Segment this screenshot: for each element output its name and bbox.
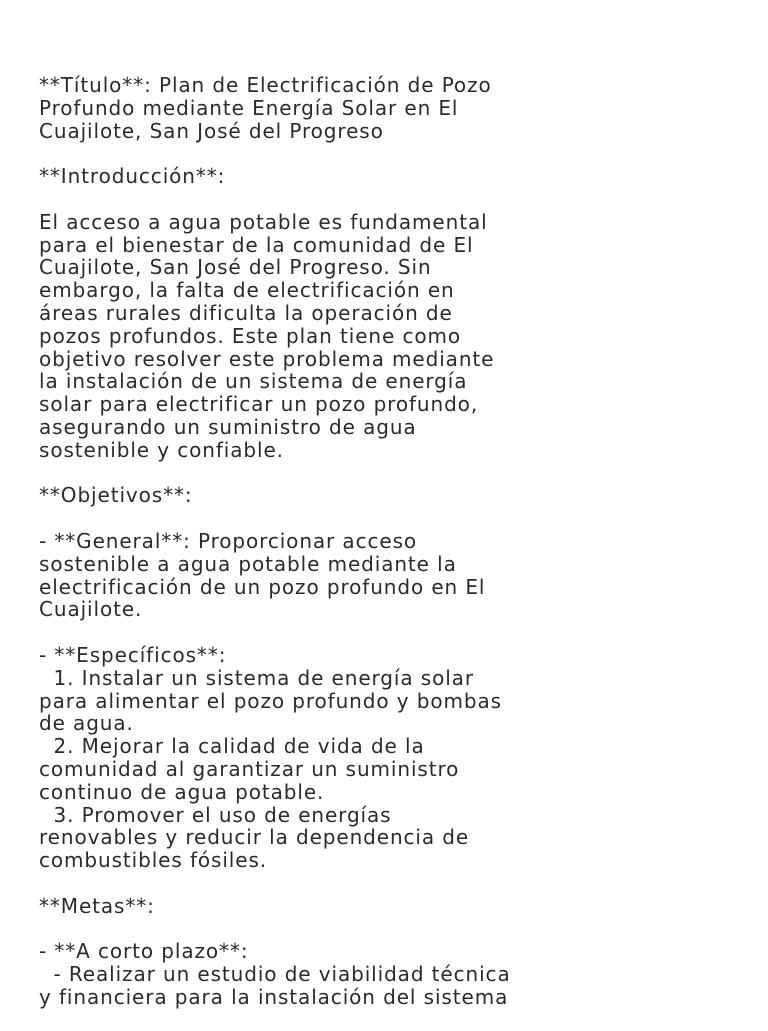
- title-paragraph: [39, 74, 739, 142]
- text-line: - **General**: Proporcionar acceso: [39, 528, 418, 553]
- text-line: **Objetivos**:: [39, 483, 193, 508]
- text-line: comunidad al garantizar un suministro: [39, 756, 460, 781]
- text-line: Cuajilote.: [39, 597, 143, 622]
- text-line: continuo de agua potable.: [39, 779, 325, 804]
- text-line: Profundo mediante Energía Solar en El: [39, 95, 459, 120]
- text-line: objetivo resolver este problema mediante: [39, 346, 495, 371]
- text-line: la instalación de un sistema de energía: [39, 369, 468, 394]
- text-line: para alimentar el pozo profundo y bombas: [39, 688, 502, 713]
- text-line: - Realizar un estudio de viabilidad técnica: [39, 962, 511, 987]
- text-line: - **A corto plazo**:: [39, 939, 249, 964]
- text-line: pozos profundos. Este plan tiene como: [39, 323, 462, 348]
- text-line: renovables y reducir la dependencia de: [39, 825, 470, 850]
- objectives-heading: [39, 484, 739, 507]
- specific-objectives: [39, 644, 739, 872]
- goals-heading: [39, 895, 739, 918]
- text-line: de agua.: [39, 711, 134, 736]
- text-line: asegurando un suministro de agua: [39, 414, 417, 439]
- text-line: **Introducción**:: [39, 164, 226, 189]
- text-line: sostenible a agua potable mediante la: [39, 551, 457, 576]
- text-line: para el bienestar de la comunidad de El: [39, 232, 474, 257]
- text-line: 2. Mejorar la calidad de vida de la: [39, 734, 425, 759]
- text-line: electrificación de un pozo profundo en El: [39, 574, 486, 599]
- text-line: combustibles fósiles.: [39, 848, 268, 873]
- general-objective: [39, 530, 739, 621]
- text-line: embargo, la falta de electrificación en: [39, 278, 455, 303]
- text-line: y financiera para la instalación del sistema: [39, 984, 509, 1009]
- text-line: sostenible y confiable.: [39, 437, 284, 462]
- document-body: [39, 74, 739, 1031]
- text-line: solar para electrificar un pozo profundo,: [39, 392, 479, 417]
- text-line: 1. Instalar un sistema de energía solar: [39, 665, 474, 690]
- text-line: **Metas**:: [39, 893, 155, 918]
- text-line: áreas rurales dificulta la operación de: [39, 300, 453, 325]
- text-line: Cuajilote, San José del Progreso. Sin: [39, 255, 432, 280]
- introduction-heading: [39, 165, 739, 188]
- text-line: 3. Promover el uso de energías: [39, 802, 392, 827]
- text-line: El acceso a agua potable es fundamental: [39, 209, 488, 234]
- text-line: Cuajilote, San José del Progreso: [39, 118, 384, 143]
- introduction-body: [39, 211, 739, 462]
- short-term-goals: [39, 940, 739, 1008]
- text-line: - **Específicos**:: [39, 642, 227, 667]
- text-line: **Título**: Plan de Electrificación de Pozo: [39, 73, 492, 97]
